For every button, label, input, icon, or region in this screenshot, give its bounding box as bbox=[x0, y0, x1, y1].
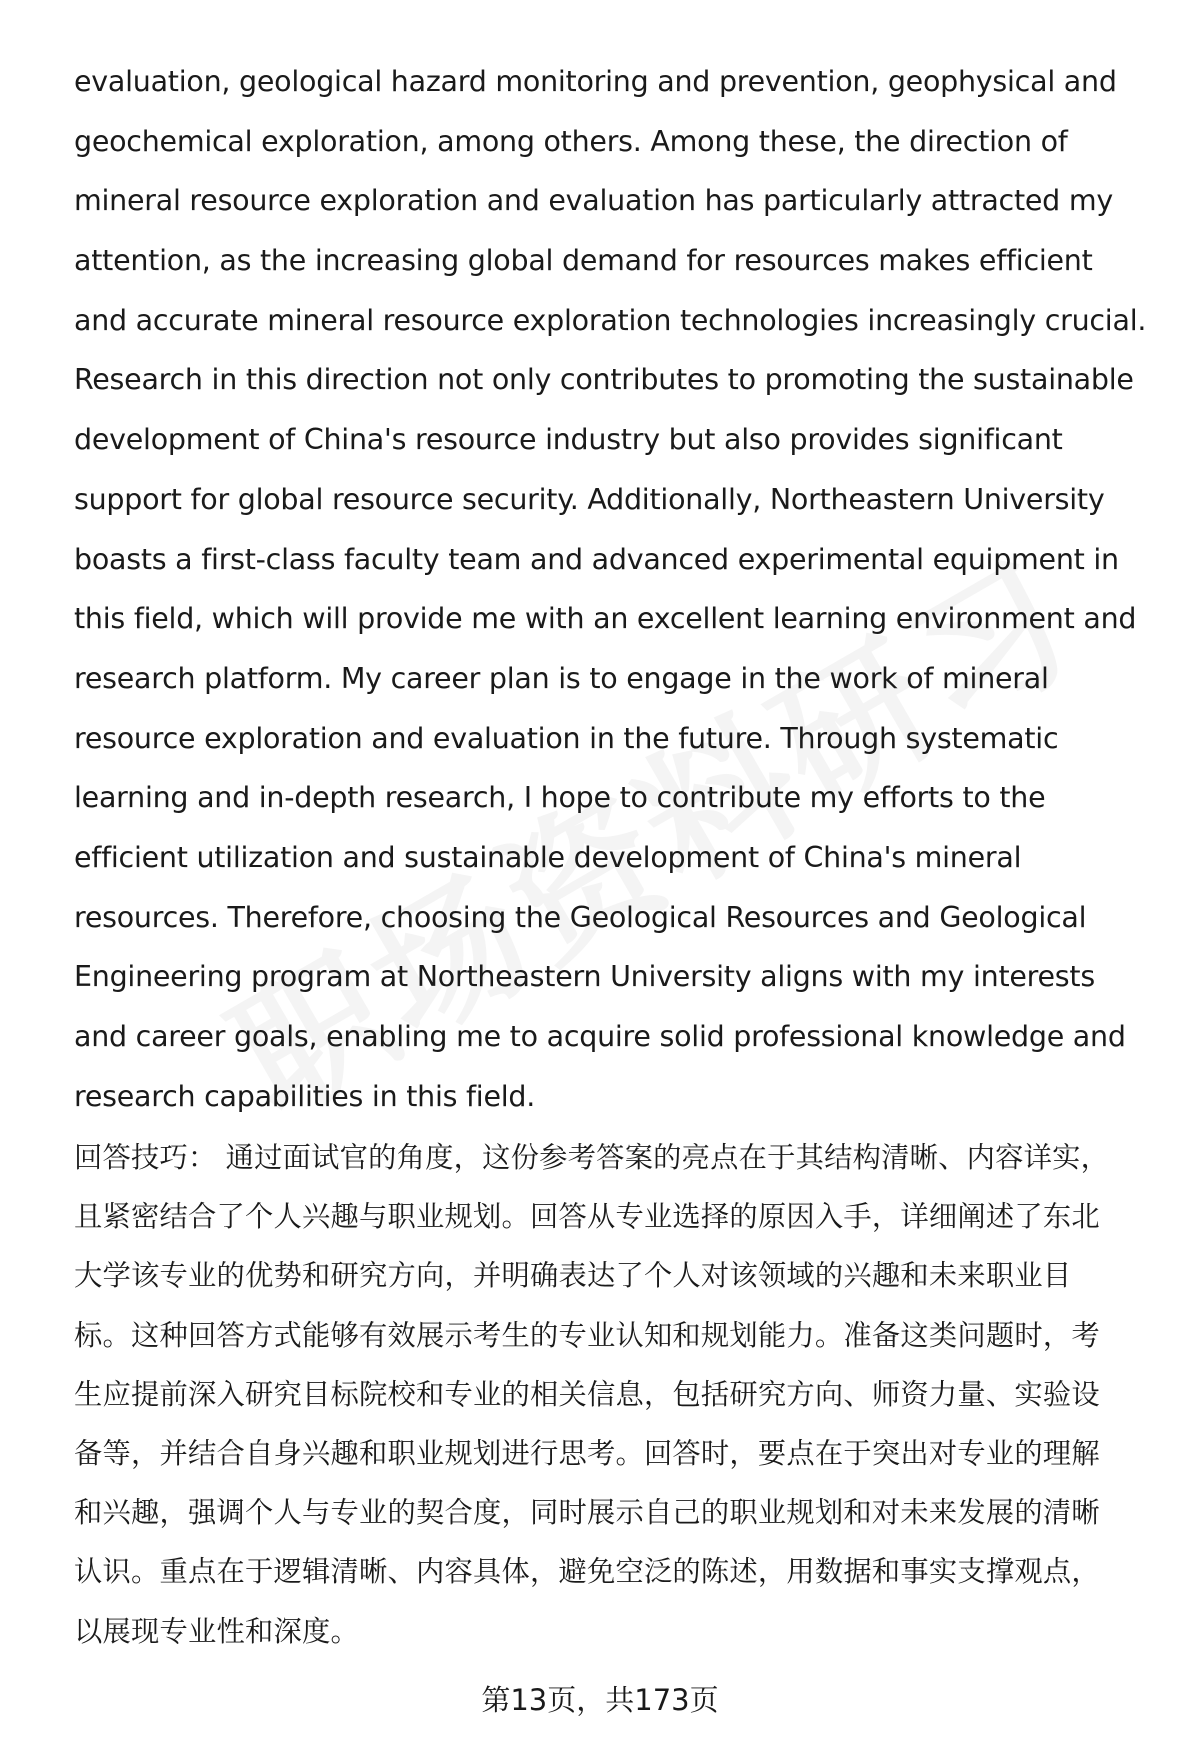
text-line: resources. Therefore, choosing the Geological Resources and Geological bbox=[74, 900, 1087, 934]
text-line: geochemical exploration, among others. Among these, the direction of bbox=[74, 124, 1068, 158]
answer-tips-paragraph bbox=[74, 1128, 1164, 1661]
text-line: and career goals, enabling me to acquire solid professional knowledge and bbox=[74, 1020, 1126, 1053]
english-answer-paragraph bbox=[74, 52, 1164, 1126]
text-line: 标。这种回答方式能够有效展示考生的专业认知和规划能力。准备这类问题时，考 bbox=[74, 1318, 1100, 1352]
page-number: 第13页，共173页 bbox=[481, 1683, 719, 1717]
text-line: support for global resource security. Additionally, Northeastern University bbox=[74, 482, 1105, 516]
text-line: 生应提前深入研究目标院校和专业的相关信息，包括研究方向、师资力量、实验设 bbox=[74, 1377, 1100, 1411]
text-line: attention, as the increasing global demand for resources makes efficient bbox=[74, 244, 1093, 278]
text-line: 回答技巧： 通过面试官的角度，这份参考答案的亮点在于其结构清晰、内容详实， bbox=[74, 1141, 1110, 1174]
text-line: research platform. My career plan is to engage in the work of mineral bbox=[74, 661, 1049, 695]
text-line: efficient utilization and sustainable development of China's mineral bbox=[74, 840, 1022, 874]
text-line: this field, which will provide me with an excellent learning environment and bbox=[74, 602, 1137, 636]
text-line: 以展现专业性和深度。 bbox=[74, 1614, 359, 1648]
text-line: 且紧密结合了个人兴趣与职业规划。回答从专业选择的原因入手，详细阐述了东北 bbox=[74, 1200, 1100, 1234]
text-line: evaluation, geological hazard monitoring and prevention, geophysical and bbox=[74, 65, 1117, 98]
text-line: resource exploration and evaluation in the future. Through systematic bbox=[74, 721, 1059, 755]
text-line: learning and in-depth research, I hope to contribute my efforts to the bbox=[74, 781, 1046, 815]
text-line: research capabilities in this field. bbox=[74, 1079, 536, 1113]
text-line: Engineering program at Northeastern University aligns with my interests bbox=[74, 960, 1095, 994]
text-line: boasts a first-class faculty team and advanced experimental equipment in bbox=[74, 542, 1119, 576]
text-line: 和兴趣，强调个人与专业的契合度，同时展示自己的职业规划和对未来发展的清晰 bbox=[74, 1496, 1100, 1530]
text-line: mineral resource exploration and evaluation has particularly attracted my bbox=[74, 184, 1113, 218]
text-line: development of China's resource industry but also provides significant bbox=[74, 423, 1063, 457]
text-line: and accurate mineral resource exploration technologies increasingly crucial. bbox=[74, 303, 1147, 337]
text-line: 备等，并结合自身兴趣和职业规划进行思考。回答时，要点在于突出对专业的理解 bbox=[74, 1436, 1100, 1470]
text-line: Research in this direction not only contributes to promoting the sustainable bbox=[74, 363, 1134, 397]
text-line: 大学该专业的优势和研究方向，并明确表达了个人对该领域的兴趣和未来职业目 bbox=[74, 1259, 1072, 1293]
text-line: 认识。重点在于逻辑清晰、内容具体，避免空泛的陈述，用数据和事实支撑观点， bbox=[74, 1555, 1100, 1589]
